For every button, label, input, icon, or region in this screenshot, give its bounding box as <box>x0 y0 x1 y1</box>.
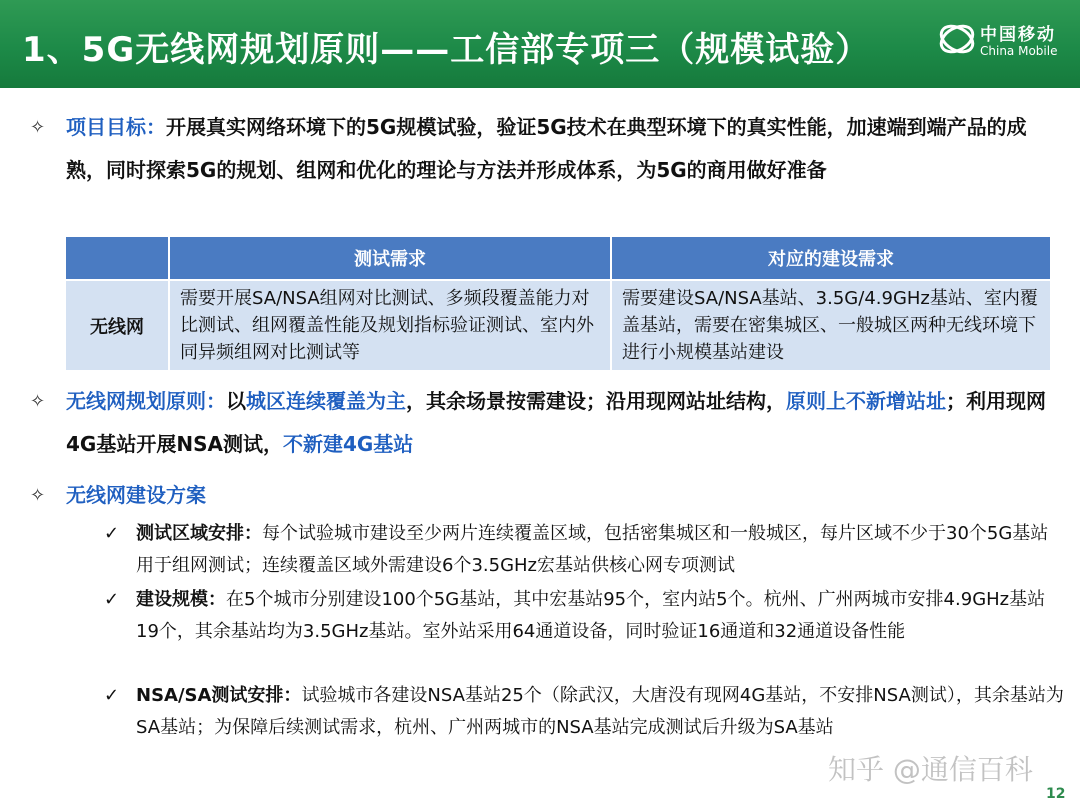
planning-principle-label: 无线网规划原则： <box>66 389 226 413</box>
logo-text-en: China Mobile <box>980 44 1058 58</box>
table-header-build: 对应的建设需求 <box>611 236 1051 280</box>
check-icon: ✓ <box>104 685 120 706</box>
principle-highlight-1: 城区连续覆盖为主 <box>246 389 406 413</box>
planning-principle-section <box>30 380 1060 466</box>
item-label: 建设规模： <box>136 589 226 610</box>
construction-plan-label: 无线网建设方案 <box>66 483 206 507</box>
diamond-bullet-icon: ✧ <box>30 391 46 412</box>
item-text: 每个试验城市建设至少两片连续覆盖区域，包括密集城区和一般城区，每片区域不少于30个5G基站用于组网测试；连续覆盖区域外需建设6个3.5GHz宏基站供核心网专项测试 <box>136 523 1049 576</box>
project-goal-text: 开展真实网络环境下的5G规模试验，验证5G技术在典型环境下的真实性能，加速端到端产品的成熟，同时探索5G的规划、组网和优化的理论与方法并形成体系，为5G的商用做好准备 <box>66 115 1027 182</box>
cell-build-requirement: 需要建设SA/NSA基站、3.5G/4.9GHz基站、室内覆盖基站，需要在密集城区、一般城区两种无线环境下进行小规模基站建设 <box>611 280 1051 371</box>
table-header-empty <box>65 236 169 280</box>
list-item <box>104 584 1064 648</box>
logo-text-cn: 中国移动 <box>980 25 1056 45</box>
item-text: 在5个城市分别建设100个5G基站，其中宏基站95个，室内站5个。杭州、广州两城市安排4.9GHz基站19个，其余基站均为3.5GHz基站。室外站采用64通道设备，同时验证16通道和32通道设备性能 <box>136 589 1046 642</box>
table-header-test: 测试需求 <box>169 236 611 280</box>
item-label: 测试区域安排： <box>136 523 262 544</box>
principle-text-1: 以 <box>226 389 246 413</box>
diamond-bullet-icon: ✧ <box>30 485 46 506</box>
table-row <box>65 280 1051 371</box>
principle-text-2: ，其余场景按需建设；沿用现网站址结构， <box>406 389 786 413</box>
page-number: 12 <box>1046 786 1066 802</box>
principle-highlight-3: 不新建4G基站 <box>282 432 414 456</box>
china-mobile-logo <box>936 14 1066 74</box>
page-title: 1、5G无线网规划原则——工信部专项三（规模试验） <box>22 30 871 70</box>
principle-highlight-2: 原则上不新增站址 <box>786 389 946 413</box>
project-goal-label: 项目目标： <box>66 115 166 139</box>
list-item <box>104 518 1064 582</box>
item-label: NSA/SA测试安排： <box>136 685 302 706</box>
item-text: 试验城市各建设NSA基站25个（除武汉，大唐没有现网4G基站，不安排NSA测试），其余基站为SA基站；为保障后续测试需求，杭州、广州两城市的NSA基站完成测试后升级为SA基站 <box>136 685 1064 738</box>
requirements-table <box>64 235 1052 372</box>
check-icon: ✓ <box>104 589 120 610</box>
table-header-row <box>65 236 1051 280</box>
row-label-wireless: 无线网 <box>65 280 169 371</box>
check-icon: ✓ <box>104 523 120 544</box>
diamond-bullet-icon: ✧ <box>30 117 46 138</box>
list-item <box>104 680 1064 744</box>
principle-text-3: ；利用现网4G基站开展NSA测试， <box>66 389 1046 456</box>
watermark: 知乎 @通信百科 <box>828 753 1033 786</box>
project-goal-section <box>30 106 1060 192</box>
china-mobile-logo-icon <box>938 20 976 58</box>
title-bar <box>0 0 1080 88</box>
cell-test-requirement: 需要开展SA/NSA组网对比测试、多频段覆盖能力对比测试、组网覆盖性能及规划指标验证测试、室内外同异频组网对比测试等 <box>169 280 611 371</box>
construction-plan-section <box>30 474 1060 517</box>
